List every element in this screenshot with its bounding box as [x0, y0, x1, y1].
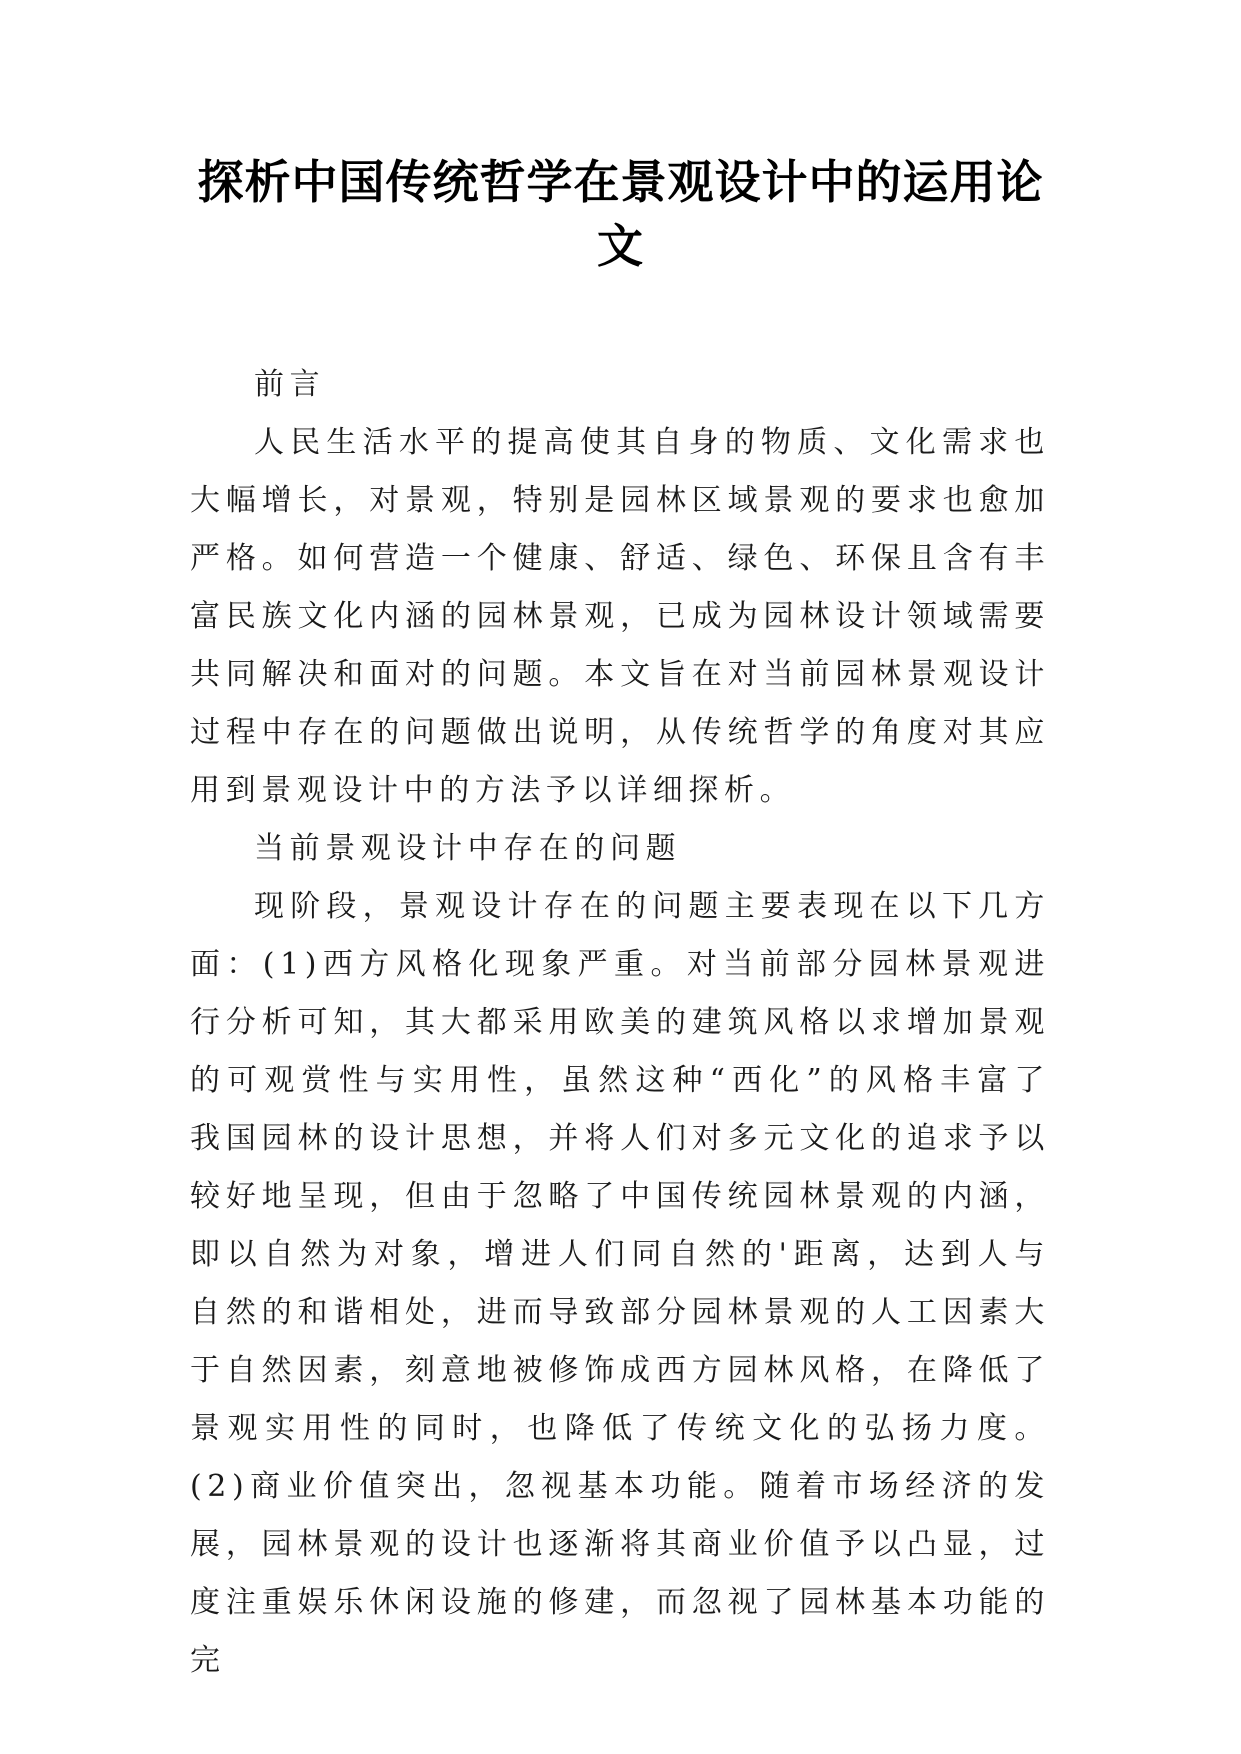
document-title [180, 150, 1061, 278]
paragraph-preface-body: 人民生活水平的提高使其自身的物质、文化需求也大幅增长，对景观，特别是园林区域景观的要求也愈加严格。如何营造一个健康、舒适、绿色、环保且含有丰富民族文化内涵的园林景观，已成为园林设计领域需要共同解决和面对的问题。本文旨在对当前园林景观设计过程中存在的问题做出说明，从传统哲学的角度对其应用到景观设计中的方法予以详细探析。 [190, 425, 1050, 808]
document-title-line-2: 文 [597, 219, 644, 273]
section-heading-preface: 前言 [254, 367, 326, 402]
document-body [190, 356, 1050, 1690]
document-title-line-1: 探析中国传统哲学在景观设计中的运用论 [197, 155, 1044, 209]
section-heading-current-problems: 当前景观设计中存在的问题 [254, 831, 682, 866]
paragraph-current-problems-body: 现阶段，景观设计存在的问题主要表现在以下几方面：(1)西方风格化现象严重。对当前部分园林景观进行分析可知，其大都采用欧美的建筑风格以求增加景观的可观赏性与实用性，虽然这种“西化”的风格丰富了我国园林的设计思想，并将人们对多元文化的追求予以较好地呈现，但由于忽略了中国传统园林景观的内涵，即以自然为对象，增进人们同自然的'距离，达到人与自然的和谐相处，进而导致部分园林景观的人工因素大于自然因素，刻意地被修饰成西方园林风格，在降低了景观实用性的同时，也降低了传统文化的弘扬力度。(2)商业价值突出，忽视基本功能。随着市场经济的发展，园林景观的设计也逐渐将其商业价值予以凸显，过度注重娱乐休闲设施的修建，而忽视了园林基本功能的完 [190, 889, 1050, 1678]
